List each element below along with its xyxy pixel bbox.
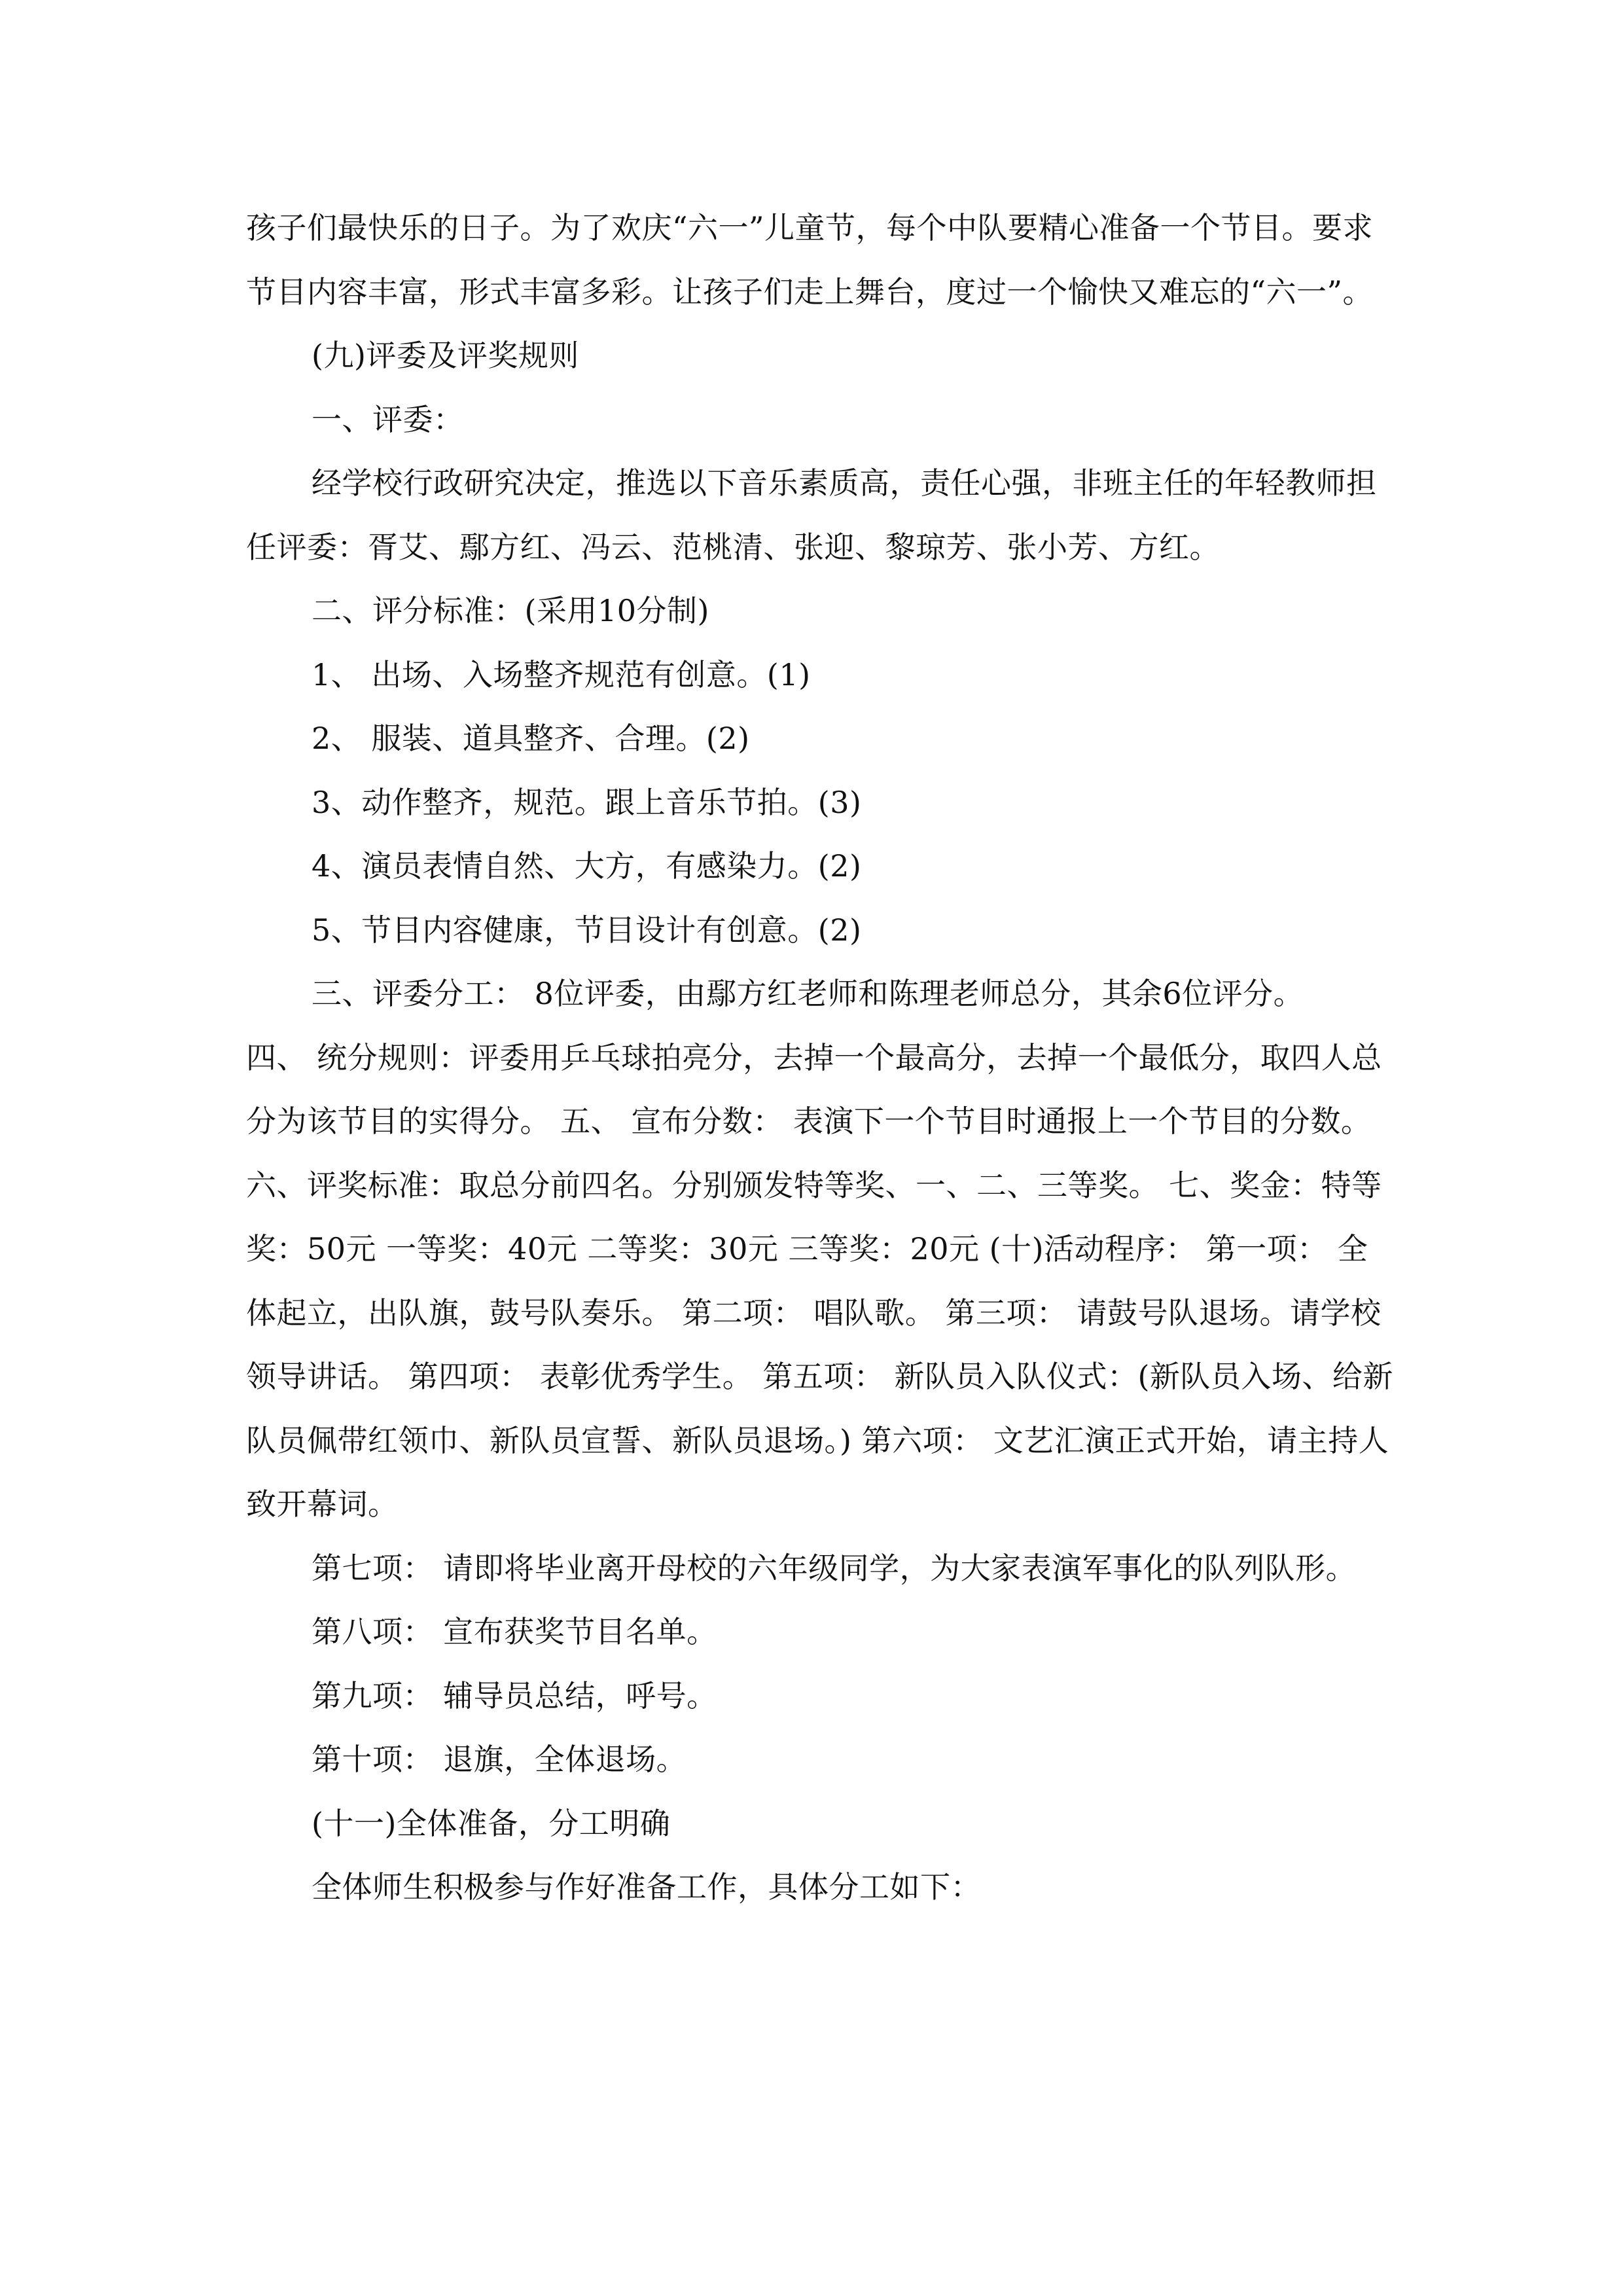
scoring-item-2: 2、 服装、道具整齐、合理。(2) [312, 721, 750, 756]
scoring-item-4: 4、演员表情自然、大方，有感染力。(2) [312, 848, 862, 884]
section-heading-preparation: (十一)全体准备，分工明确 [312, 1805, 671, 1841]
program-item-7: 第七项： 请即将毕业离开母校的六年级同学，为大家表演军事化的队列队形。 [312, 1550, 1357, 1586]
section-heading-judges-rules: (九)评委及评奖规则 [312, 338, 579, 373]
paragraph-preparation: 全体师生积极参与作好准备工作，具体分工如下： [312, 1869, 981, 1905]
paragraph-judges-list: 经学校行政研究决定，推选以下音乐素质高，责任心强，非班主任的年轻教师担任评委：胥艾、鄢方红、冯云、范桃清、张迎、黎琼芳、张小芳、方红。 [246, 465, 1377, 565]
program-item-10: 第十项： 退旗，全体退场。 [312, 1742, 687, 1777]
paragraph-rules-and-program: 四、 统分规则：评委用乒乓球拍亮分，去掉一个最高分，去掉一个最低分，取四人总分为该节目的实得分。 五、 宣布分数： 表演下一个节目时通报上一个节目的分数。 六、评奖标准：取总分前四名。分别颁发特等奖、一、二、三等奖。 七、奖金：特等奖：50元 一等奖：40元 二等奖：30元 三等奖：20元 (十)活动程序： 第一项： 全体起立，出队旗，鼓号队奏乐。 第二项： 唱队歌。 第三项： 请鼓号队退场。请学校领导讲话。 第四项： 表彰优秀学生。 第五项： 新队员入队仪式：(新队员入场、给新队员佩带红领巾、新队员宣誓、新队员退场。) 第六项： 文艺汇演正式开始，请主持人致开幕词。 [246, 1039, 1393, 1522]
scoring-item-1: 1、 出场、入场整齐规范有创意。(1) [312, 656, 811, 692]
subheading-judges: 一、评委： [312, 401, 464, 437]
scoring-item-5: 5、节目内容健康，节目设计有创意。(2) [312, 912, 862, 948]
program-item-9: 第九项： 辅导员总结，呼号。 [312, 1677, 717, 1713]
paragraph-intro: 孩子们最快乐的日子。为了欢庆“六一”儿童节，每个中队要精心准备一个节目。要求节目内容丰富，形式丰富多彩。让孩子们走上舞台，度过一个愉快又难忘的“六一”。 [246, 210, 1374, 310]
scoring-item-3: 3、动作整齐，规范。跟上音乐节拍。(3) [312, 784, 862, 820]
paragraph-judge-division: 三、评委分工： 8位评委，由鄢方红老师和陈理老师总分，其余6位评分。 [312, 976, 1304, 1011]
subheading-scoring-standard: 二、评分标准：(采用10分制) [312, 593, 709, 628]
document-body [246, 196, 1398, 1920]
program-item-8: 第八项： 宣布获奖节目名单。 [312, 1614, 717, 1649]
